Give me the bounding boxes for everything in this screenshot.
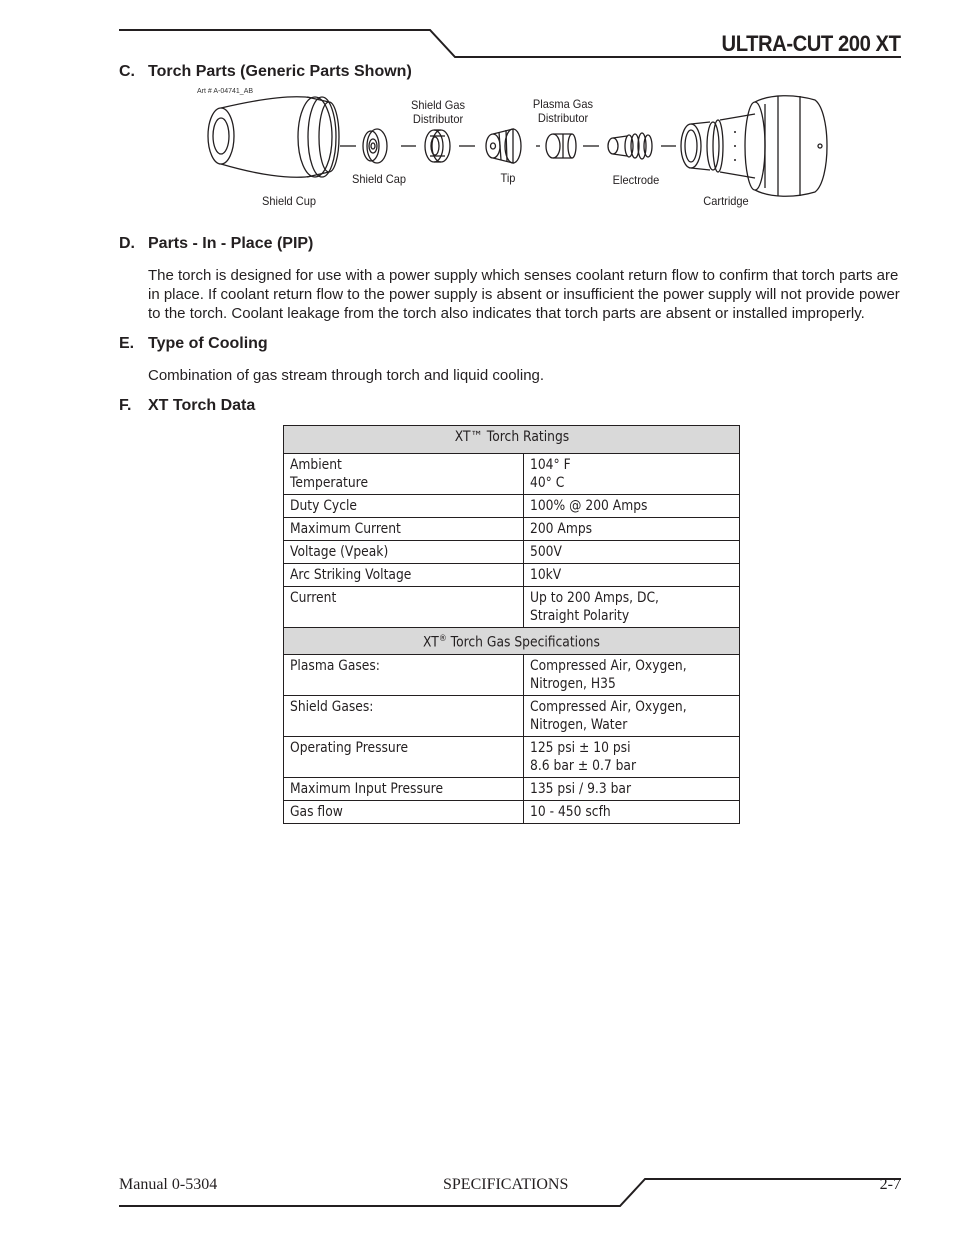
section-e-number: E. — [119, 335, 135, 352]
section-d-line-1: The torch is designed for use with a power supply which senses coolant return flow to confirm that torch parts are — [148, 267, 899, 284]
product-title: ULTRA-CUT 200 XT — [721, 31, 900, 56]
section-e-title: Type of Cooling — [148, 335, 268, 352]
arc-striking-label: Arc Striking Voltage — [284, 564, 524, 587]
tip-drawing — [486, 129, 521, 163]
section-d-title: Parts - In - Place (PIP) — [148, 235, 314, 252]
table-row — [284, 800, 740, 823]
plasma-gases-label: Plasma Gases: — [284, 654, 524, 695]
art-number: Art # A-04741_AB — [197, 88, 254, 95]
section-d-body — [148, 266, 908, 323]
section-c-title: Torch Parts (Generic Parts Shown) — [148, 63, 412, 80]
section-c-number: C. — [119, 63, 135, 80]
shield-gases-value: Compressed Air, Oxygen, Nitrogen, Water — [524, 695, 740, 736]
plasma-gases-value: Compressed Air, Oxygen, Nitrogen, H35 — [524, 654, 740, 695]
section-f-number: F. — [119, 397, 132, 414]
operating-pressure-label: Operating Pressure — [284, 736, 524, 777]
footer-manual-number: Manual 0-5304 — [119, 1176, 218, 1193]
section-e-heading — [119, 335, 268, 353]
voltage-value: 500V — [524, 541, 740, 564]
operating-pressure-value: 125 psi ± 10 psi 8.6 bar ± 0.7 bar — [524, 736, 740, 777]
section-d-line-3: to the torch. Coolant leakage from the torch also indicates that torch parts are absent or installed improperly. — [148, 305, 865, 322]
voltage-label: Voltage (Vpeak) — [284, 541, 524, 564]
label-shield-gas-distributor — [405, 98, 471, 126]
plasma-gas-distributor-drawing — [546, 134, 576, 158]
ratings-header-row — [284, 426, 740, 454]
label-shield-gas-distributor-line2: Distributor — [412, 112, 464, 126]
footer-page-number: 2-7 — [879, 1176, 901, 1193]
ratings-header: XT™ Torch Ratings — [284, 426, 740, 454]
section-e-body: Combination of gas stream through torch and liquid cooling. — [148, 367, 545, 384]
section-f-title: XT Torch Data — [148, 397, 256, 414]
max-input-pressure-value: 135 psi / 9.3 bar — [524, 777, 740, 800]
gas-header-row — [284, 628, 740, 655]
table-row — [284, 541, 740, 564]
xt-torch-data-table — [283, 425, 740, 824]
section-d-number: D. — [119, 235, 135, 252]
footer-section-name: SPECIFICATIONS — [443, 1176, 569, 1193]
label-plasma-gas-distributor — [530, 97, 596, 125]
gas-header: XT® Torch Gas Specifications — [284, 628, 740, 655]
shield-cap-drawing — [363, 129, 387, 163]
max-current-label: Maximum Current — [284, 518, 524, 541]
arc-striking-value: 10kV — [524, 564, 740, 587]
section-d-line-2: in place. If coolant return flow to the power supply is absent or insufficient the power supply will not provide power — [148, 286, 900, 303]
ambient-label: Ambient Temperature — [284, 454, 524, 495]
table-row — [284, 454, 740, 495]
max-current-value: 200 Amps — [524, 518, 740, 541]
section-f-heading — [119, 397, 255, 415]
label-cartridge: Cartridge — [703, 194, 749, 208]
duty-cycle-value: 100% @ 200 Amps — [524, 495, 740, 518]
current-label: Current — [284, 587, 524, 628]
table-row — [284, 695, 740, 736]
table-row — [284, 587, 740, 628]
gas-flow-value: 10 - 450 scfh — [524, 800, 740, 823]
label-plasma-gas-distributor-line1: Plasma Gas — [532, 97, 594, 111]
electrode-drawing — [608, 133, 652, 159]
label-electrode: Electrode — [612, 173, 660, 187]
gas-flow-label: Gas flow — [284, 800, 524, 823]
cartridge-drawing — [681, 96, 827, 197]
label-shield-cap: Shield Cap — [351, 172, 407, 186]
table-row — [284, 736, 740, 777]
table-row — [284, 777, 740, 800]
duty-cycle-label: Duty Cycle — [284, 495, 524, 518]
table-row — [284, 564, 740, 587]
label-tip: Tip — [500, 171, 516, 185]
section-d-heading — [119, 235, 313, 253]
table-row — [284, 518, 740, 541]
label-plasma-gas-distributor-line2: Distributor — [537, 111, 589, 125]
table-row — [284, 654, 740, 695]
section-c-heading — [119, 63, 412, 81]
max-input-pressure-label: Maximum Input Pressure — [284, 777, 524, 800]
shield-gases-label: Shield Gases: — [284, 695, 524, 736]
table-row — [284, 495, 740, 518]
ambient-value: 104° F 40° C — [524, 454, 740, 495]
label-shield-gas-distributor-line1: Shield Gas — [410, 98, 465, 112]
label-shield-cup: Shield Cup — [261, 194, 317, 208]
shield-cup-drawing — [208, 97, 339, 178]
current-value: Up to 200 Amps, DC, Straight Polarity — [524, 587, 740, 628]
shield-gas-distributor-drawing — [425, 130, 450, 162]
